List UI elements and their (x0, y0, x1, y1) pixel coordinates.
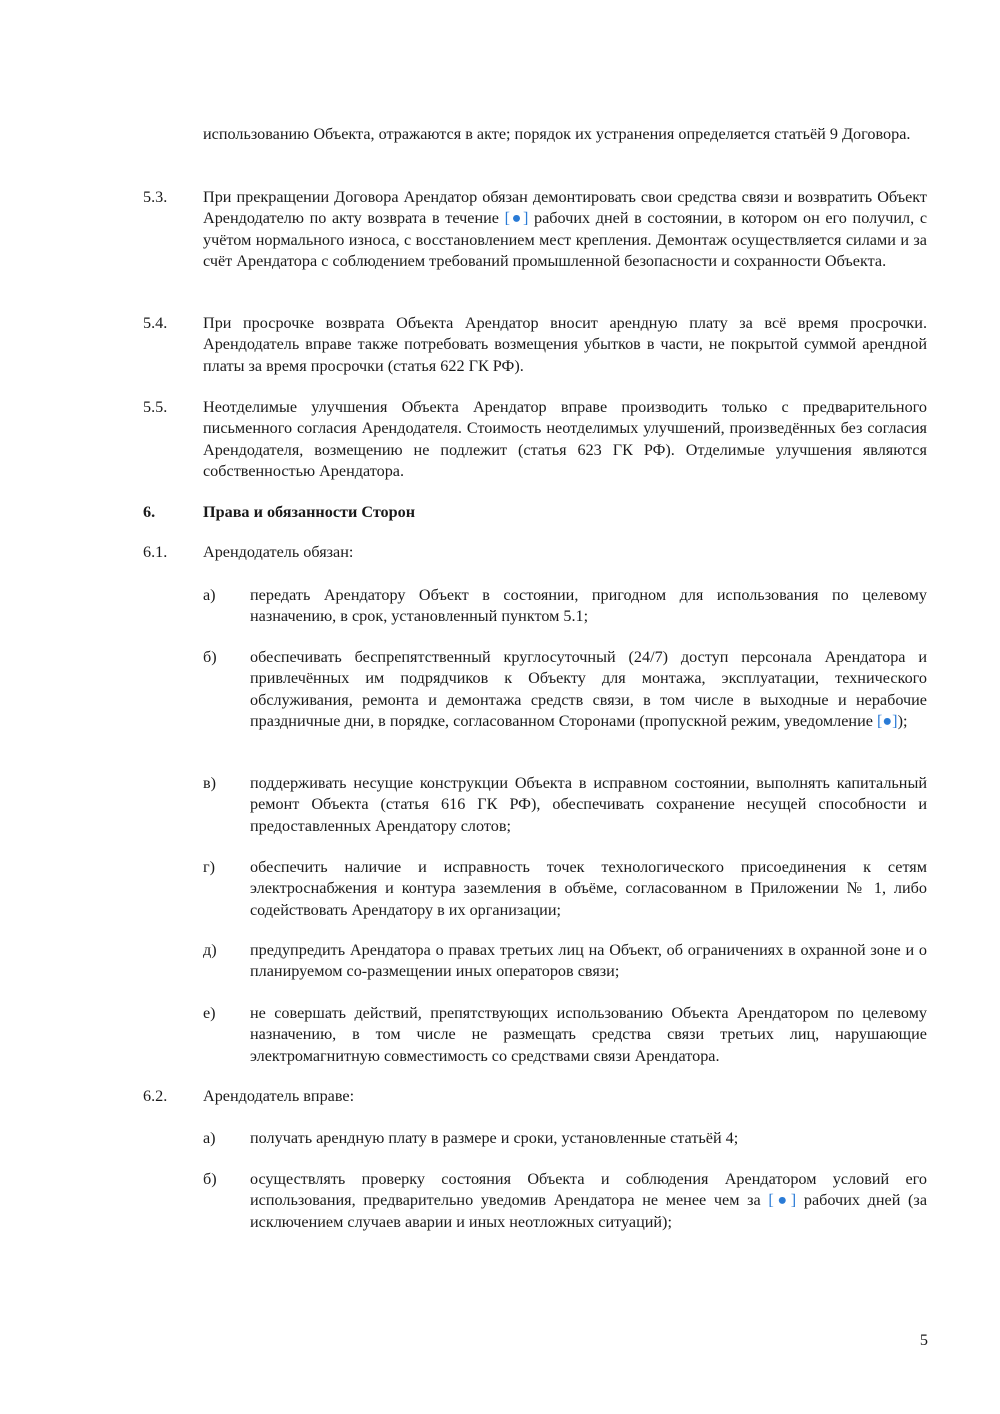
item-letter: а) (203, 586, 216, 604)
clause-text: Арендодатель вправе: (203, 1087, 355, 1105)
list-item-6-1-g (203, 857, 927, 921)
placeholder-marker: [●] (877, 712, 898, 731)
section-title: Права и обязанности Сторон (203, 503, 416, 521)
section-number: 6. (143, 503, 156, 521)
list-item-6-1-b (203, 647, 927, 733)
clause-text: При просрочке возврата Объекта Арендатор вносит арендную плату за всё время просрочки. Арендодатель вправе также потребовать возмещения убытков в части, не покрытой суммой арендной платы за время просрочки (статья 622 ГК РФ). (203, 314, 927, 375)
text-part: При прекращении Договора Арендатор обязан демонтировать свои средства связи и возвратить Объект Арендодателю по акту возврата в течение (203, 188, 927, 228)
item-letter: б) (203, 648, 217, 666)
item-text: предупредить Арендатора о правах третьих лиц на Объект, об ограничениях в охранной зоне и о планируемом со-размещении иных операторов связи; (250, 941, 927, 981)
item-letter: а) (203, 1129, 216, 1147)
placeholder-marker: [●] (504, 209, 529, 228)
clause-number: 5.4. (143, 314, 168, 332)
clause-number: 5.5. (143, 398, 168, 416)
list-item-6-1-v (203, 773, 927, 837)
list-item-6-1-d (203, 940, 927, 983)
item-text: передать Арендатору Объект в состоянии, пригодном для использования по целевому назначению, в срок, установленный пунктом 5.1; (250, 586, 927, 626)
item-letter: б) (203, 1170, 217, 1188)
list-item-6-2-a (203, 1128, 927, 1149)
continuation-paragraph (203, 124, 927, 145)
clause-6-2 (143, 1086, 927, 1107)
clause-number: 5.3. (143, 188, 168, 206)
placeholder-marker: [●] (768, 1191, 797, 1210)
clause-5-3 (143, 187, 927, 273)
text-part: ); (897, 712, 908, 731)
list-item-6-1-a (203, 585, 927, 628)
clause-5-5 (143, 397, 927, 483)
clause-number: 6.1. (143, 543, 168, 561)
list-item-6-2-b (203, 1169, 927, 1233)
item-text (250, 1169, 927, 1233)
item-text: обеспечить наличие и исправность точек технологического присоединения к сетям электроснабжения и контура заземления в объёме, согласованном в Приложении № 1, либо содействовать Арендатору в их организации; (250, 858, 927, 919)
item-text: не совершать действий, препятствующих использованию Объекта Арендатором по целевому назначению, в том числе не размещать средства связи третьих лиц, нарушающие электромагнитную совместимость со средствами связи Арендатора. (250, 1004, 927, 1065)
clause-number: 6.2. (143, 1087, 168, 1105)
clause-text: Неотделимые улучшения Объекта Арендатор вправе производить только с предварительного письменного согласия Арендодателя. Стоимость неотделимых улучшений, произведённых без согласия Арендодателя, возмещению не подлежит (статья 623 ГК РФ). Отделимые улучшения являются собственностью Арендатора. (203, 398, 927, 481)
section-6-heading (143, 502, 927, 523)
text-part: обеспечивать беспрепятственный круглосуточный (24/7) доступ персонала Арендатора и привлечённых им подрядчиков к Объекту для монтажа, эксплуатации, технического обслуживания, ремонта и демонтажа средств связи, в том числе в выходные и нерабочие праздничные дни, в порядке, согласованном Сторонами (пропускной режим, уведомление (250, 648, 927, 731)
list-item-6-1-e (203, 1003, 927, 1067)
page-number: 5 (919, 1331, 928, 1349)
clause-6-1 (143, 542, 927, 563)
clause-text (203, 187, 927, 273)
paragraph-text: использованию Объекта, отражаются в акте; порядок их устранения определяется статьёй 9 Договора. (203, 125, 911, 143)
item-text: поддерживать несущие конструкции Объекта в исправном состоянии, выполнять капитальный ремонт Объекта (статья 616 ГК РФ), обеспечивать сохранение несущей способности и предоставленных Арендатору слотов; (250, 774, 927, 835)
text-part: рабочих дней (за исключением случаев аварии и иных неотложных ситуаций); (250, 1191, 928, 1231)
item-text (250, 647, 927, 733)
item-text: получать арендную плату в размере и сроки, установленные статьёй 4; (250, 1129, 739, 1147)
item-letter: д) (203, 941, 217, 959)
item-letter: е) (203, 1004, 216, 1022)
text-part: рабочих дней в состоянии, в котором он его получил, с учётом нормального износа, с восстановлением мест крепления. Демонтаж осуществляется силами и за счёт Арендатора с соблюдением требований промышленной безопасности и сохранности Объекта. (203, 209, 927, 271)
item-letter: в) (203, 774, 217, 792)
clause-text: Арендодатель обязан: (203, 543, 354, 561)
clause-5-4 (143, 313, 927, 377)
item-letter: г) (203, 858, 216, 876)
text-part: осуществлять проверку состояния Объекта и соблюдения Арендатором условий его использования, предварительно уведомив Арендатора не менее чем за (250, 1170, 927, 1210)
